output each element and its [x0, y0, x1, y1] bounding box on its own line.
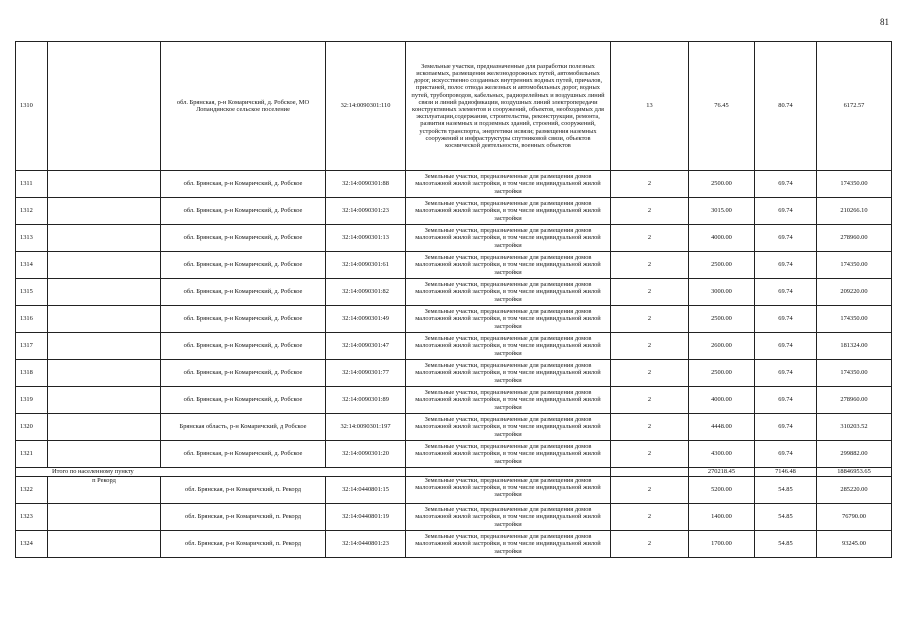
- rate-cell: 54.85: [755, 531, 817, 558]
- rate-cell: 69.74: [755, 387, 817, 414]
- value-cell: 76790.00: [817, 504, 892, 531]
- area-cell: 3000.00: [689, 279, 755, 306]
- purpose-cell: Земельные участки, предназначенные для размещения домов малоэтажной жилой застройки, в том числе индивидуальной жилой застройки: [406, 387, 611, 414]
- row-number: 1319: [16, 387, 48, 414]
- value-cell: 210266.10: [817, 198, 892, 225]
- purpose-cell: Земельные участки, предназначенные для размещения домов малоэтажной жилой застройки, в том числе индивидуальной жилой застройки: [406, 198, 611, 225]
- subtotal-label: Итого по населенному пункту: [16, 468, 406, 477]
- cadastral-number-cell: 32:14:0090301:20: [326, 441, 406, 468]
- group-cell: 2: [611, 333, 689, 360]
- address-cell: обл. Брянская, р-н Комаричский, п. Рекорд: [161, 504, 326, 531]
- rate-cell: 69.74: [755, 171, 817, 198]
- purpose-cell: Земельные участки, предназначенные для размещения домов малоэтажной жилой застройки, в том числе индивидуальной жилой застройки: [406, 414, 611, 441]
- table-row: [16, 279, 892, 306]
- purpose-cell: Земельные участки, предназначенные для размещения домов малоэтажной жилой застройки, в том числе индивидуальной жилой застройки: [406, 171, 611, 198]
- area-cell: 2500.00: [689, 360, 755, 387]
- row-number: 1316: [16, 306, 48, 333]
- value-cell: 174350.00: [817, 306, 892, 333]
- cadastral-number-cell: 32:14:0440801:19: [326, 504, 406, 531]
- land-register-table: [15, 41, 892, 558]
- table-row: [16, 198, 892, 225]
- cadastral-number-cell: 32:14:0440801:23: [326, 531, 406, 558]
- rate-cell: 69.74: [755, 225, 817, 252]
- empty-cell: [48, 198, 161, 225]
- purpose-cell: Земельные участки, предназначенные для размещения домов малоэтажной жилой застройки, в том числе индивидуальной жилой застройки: [406, 531, 611, 558]
- empty-cell: [48, 279, 161, 306]
- group-cell: 2: [611, 252, 689, 279]
- value-cell: 174350.00: [817, 360, 892, 387]
- group-cell: 13: [611, 42, 689, 171]
- empty-cell: [48, 333, 161, 360]
- value-cell: 285220.00: [817, 477, 892, 504]
- area-cell: 4000.00: [689, 225, 755, 252]
- rate-cell: 69.74: [755, 441, 817, 468]
- empty-cell: [48, 441, 161, 468]
- table-row: [16, 42, 892, 171]
- table-row: [16, 360, 892, 387]
- value-cell: 310203.52: [817, 414, 892, 441]
- empty-cell: [406, 468, 611, 477]
- area-cell: 2500.00: [689, 306, 755, 333]
- purpose-cell: Земельные участки, предназначенные для размещения домов малоэтажной жилой застройки, в том числе индивидуальной жилой застройки: [406, 333, 611, 360]
- table-row: [16, 306, 892, 333]
- purpose-cell: Земельные участки, предназначенные для размещения домов малоэтажной жилой застройки, в том числе индивидуальной жилой застройки: [406, 504, 611, 531]
- value-cell: 174350.00: [817, 171, 892, 198]
- group-cell: 2: [611, 306, 689, 333]
- group-cell: 2: [611, 360, 689, 387]
- empty-cell: [48, 306, 161, 333]
- cadastral-number-cell: 32:14:0090301:82: [326, 279, 406, 306]
- row-number: 1322: [16, 477, 48, 504]
- row-number: 1312: [16, 198, 48, 225]
- cadastral-number-cell: 32:14:0090301:49: [326, 306, 406, 333]
- address-cell: обл. Брянская, р-н Комаричский, д. Робское: [161, 225, 326, 252]
- address-cell: Брянская область, р-н Комаричский, д Робское: [161, 414, 326, 441]
- row-number: 1318: [16, 360, 48, 387]
- rate-cell: 69.74: [755, 360, 817, 387]
- row-number: 1314: [16, 252, 48, 279]
- cadastral-number-cell: 32:14:0090301:197: [326, 414, 406, 441]
- row-number: 1321: [16, 441, 48, 468]
- cadastral-number-cell: 32:14:0440801:15: [326, 477, 406, 504]
- rate-cell: 69.74: [755, 198, 817, 225]
- table-row: [16, 441, 892, 468]
- address-cell: обл. Брянская, р-н Комаричский, д. Робское, МО Лопандинское сельское поселение: [161, 42, 326, 171]
- purpose-cell: Земельные участки, предназначенные для размещения домов малоэтажной жилой застройки, в том числе индивидуальной жилой застройки: [406, 252, 611, 279]
- cadastral-number-cell: 32:14:0090301:77: [326, 360, 406, 387]
- area-cell: 5200.00: [689, 477, 755, 504]
- address-cell: обл. Брянская, р-н Комаричский, д. Робское: [161, 279, 326, 306]
- group-cell: 2: [611, 198, 689, 225]
- value-cell: 181324.00: [817, 333, 892, 360]
- rate-cell: 69.74: [755, 333, 817, 360]
- area-cell: 76.45: [689, 42, 755, 171]
- value-cell: 278960.00: [817, 387, 892, 414]
- cadastral-number-cell: 32:14:0090301:110: [326, 42, 406, 171]
- rate-cell: 54.85: [755, 477, 817, 504]
- purpose-cell: Земельные участки, предназначенные для размещения домов малоэтажной жилой застройки, в том числе индивидуальной жилой застройки: [406, 279, 611, 306]
- empty-cell: [48, 414, 161, 441]
- empty-cell: [48, 252, 161, 279]
- purpose-cell: Земельные участки, предназначенные для разработки полезных ископаемых, размещения железнодорожных путей, автомобильных дорог, искусственно созданных внутренних водных путей, причалов, пристаней, полос отвода железных и автомобильных дорог, водных путей, трубопроводов, кабельных, радиорелейных и воздушных линий связи и линий радиофикации, воздушных линий электропередачи конструктивных элементов и сооружений, объектов, необходимых для эксплуатации,содержания, строительства, реконструкции, ремонта, развития наземных и подземных зданий, строений, сооружений, устройств транспорта, энергетики исвязи; размещения наземных сооружений и инфраструктуры спутниковой связи, объектов космической деятельности, военных объектов: [406, 42, 611, 171]
- address-cell: обл. Брянская, р-н Комаричский, д. Робское: [161, 306, 326, 333]
- area-cell: 1700.00: [689, 531, 755, 558]
- value-cell: 278960.00: [817, 225, 892, 252]
- table-row: [16, 414, 892, 441]
- row-number: 1311: [16, 171, 48, 198]
- area-cell: 1400.00: [689, 504, 755, 531]
- row-number: 1317: [16, 333, 48, 360]
- row-number: 1320: [16, 414, 48, 441]
- address-cell: обл. Брянская, р-н Комаричский, д. Робское: [161, 360, 326, 387]
- empty-cell: [48, 387, 161, 414]
- cadastral-number-cell: 32:14:0090301:88: [326, 171, 406, 198]
- area-cell: 4000.00: [689, 387, 755, 414]
- table-row: [16, 171, 892, 198]
- cadastral-number-cell: 32:14:0090301:23: [326, 198, 406, 225]
- cadastral-number-cell: 32:14:0090301:47: [326, 333, 406, 360]
- group-cell: 2: [611, 477, 689, 504]
- rate-cell: 69.74: [755, 252, 817, 279]
- value-cell: 93245.00: [817, 531, 892, 558]
- area-cell: 2600.00: [689, 333, 755, 360]
- group-cell: 2: [611, 225, 689, 252]
- empty-cell: [48, 42, 161, 171]
- table-row: [16, 504, 892, 531]
- empty-cell: [48, 171, 161, 198]
- settlement-label: п Рекорд: [48, 477, 161, 504]
- rate-cell: 54.85: [755, 504, 817, 531]
- group-cell: 2: [611, 441, 689, 468]
- rate-cell: 69.74: [755, 414, 817, 441]
- address-cell: обл. Брянская, р-н Комаричский, д. Робское: [161, 252, 326, 279]
- group-cell: 2: [611, 414, 689, 441]
- value-cell: 6172.57: [817, 42, 892, 171]
- address-cell: обл. Брянская, р-н Комаричский, д. Робское: [161, 198, 326, 225]
- group-cell: 2: [611, 387, 689, 414]
- rate-cell: 69.74: [755, 279, 817, 306]
- area-cell: 3015.00: [689, 198, 755, 225]
- table-body-top: [16, 42, 892, 558]
- page-number: 81: [880, 17, 889, 27]
- empty-cell: [48, 225, 161, 252]
- purpose-cell: Земельные участки, предназначенные для размещения домов малоэтажной жилой застройки, в том числе индивидуальной жилой застройки: [406, 360, 611, 387]
- empty-cell: [48, 531, 161, 558]
- group-cell: 2: [611, 279, 689, 306]
- row-number: 1310: [16, 42, 48, 171]
- address-cell: обл. Брянская, р-н Комаричский, д. Робское: [161, 333, 326, 360]
- area-cell: 4448.00: [689, 414, 755, 441]
- purpose-cell: Земельные участки, предназначенные для размещения домов малоэтажной жилой застройки, в том числе индивидуальной жилой застройки: [406, 441, 611, 468]
- table-row: [16, 387, 892, 414]
- table-row: [16, 531, 892, 558]
- table-row: [16, 225, 892, 252]
- empty-cell: [48, 504, 161, 531]
- row-number: 1324: [16, 531, 48, 558]
- table-row: [16, 252, 892, 279]
- area-cell: 2500.00: [689, 171, 755, 198]
- subtotal-value: 18846953.65: [817, 468, 892, 477]
- purpose-cell: Земельные участки, предназначенные для размещения домов малоэтажной жилой застройки, в том числе индивидуальной жилой застройки: [406, 225, 611, 252]
- purpose-cell: Земельные участки, предназначенные для размещения домов малоэтажной жилой застройки, в том числе индивидуальной жилой застройки: [406, 306, 611, 333]
- address-cell: обл. Брянская, р-н Комаричский, д. Робское: [161, 441, 326, 468]
- subtotal-area: 270218.45: [689, 468, 755, 477]
- row-number: 1323: [16, 504, 48, 531]
- table-row: [16, 477, 892, 504]
- address-cell: обл. Брянская, р-н Комаричский, п. Рекорд: [161, 477, 326, 504]
- table-row: [16, 333, 892, 360]
- purpose-cell: Земельные участки, предназначенные для размещения домов малоэтажной жилой застройки, в том числе индивидуальной жилой застройки: [406, 477, 611, 504]
- address-cell: обл. Брянская, р-н Комаричский, д. Робское: [161, 171, 326, 198]
- empty-cell: [48, 360, 161, 387]
- cadastral-number-cell: 32:14:0090301:89: [326, 387, 406, 414]
- cadastral-number-cell: 32:14:0090301:61: [326, 252, 406, 279]
- subtotal-rate: 7146.48: [755, 468, 817, 477]
- group-cell: 2: [611, 504, 689, 531]
- group-cell: 2: [611, 171, 689, 198]
- row-number: 1315: [16, 279, 48, 306]
- row-number: 1313: [16, 225, 48, 252]
- value-cell: 209220.00: [817, 279, 892, 306]
- value-cell: 299882.00: [817, 441, 892, 468]
- group-cell: 2: [611, 531, 689, 558]
- subtotal-row: [16, 468, 892, 477]
- address-cell: обл. Брянская, р-н Комаричский, д. Робское: [161, 387, 326, 414]
- value-cell: 174350.00: [817, 252, 892, 279]
- rate-cell: 69.74: [755, 306, 817, 333]
- area-cell: 2500.00: [689, 252, 755, 279]
- cadastral-number-cell: 32:14:0090301:13: [326, 225, 406, 252]
- area-cell: 4300.00: [689, 441, 755, 468]
- rate-cell: 80.74: [755, 42, 817, 171]
- empty-cell: [611, 468, 689, 477]
- address-cell: обл. Брянская, р-н Комаричский, п. Рекорд: [161, 531, 326, 558]
